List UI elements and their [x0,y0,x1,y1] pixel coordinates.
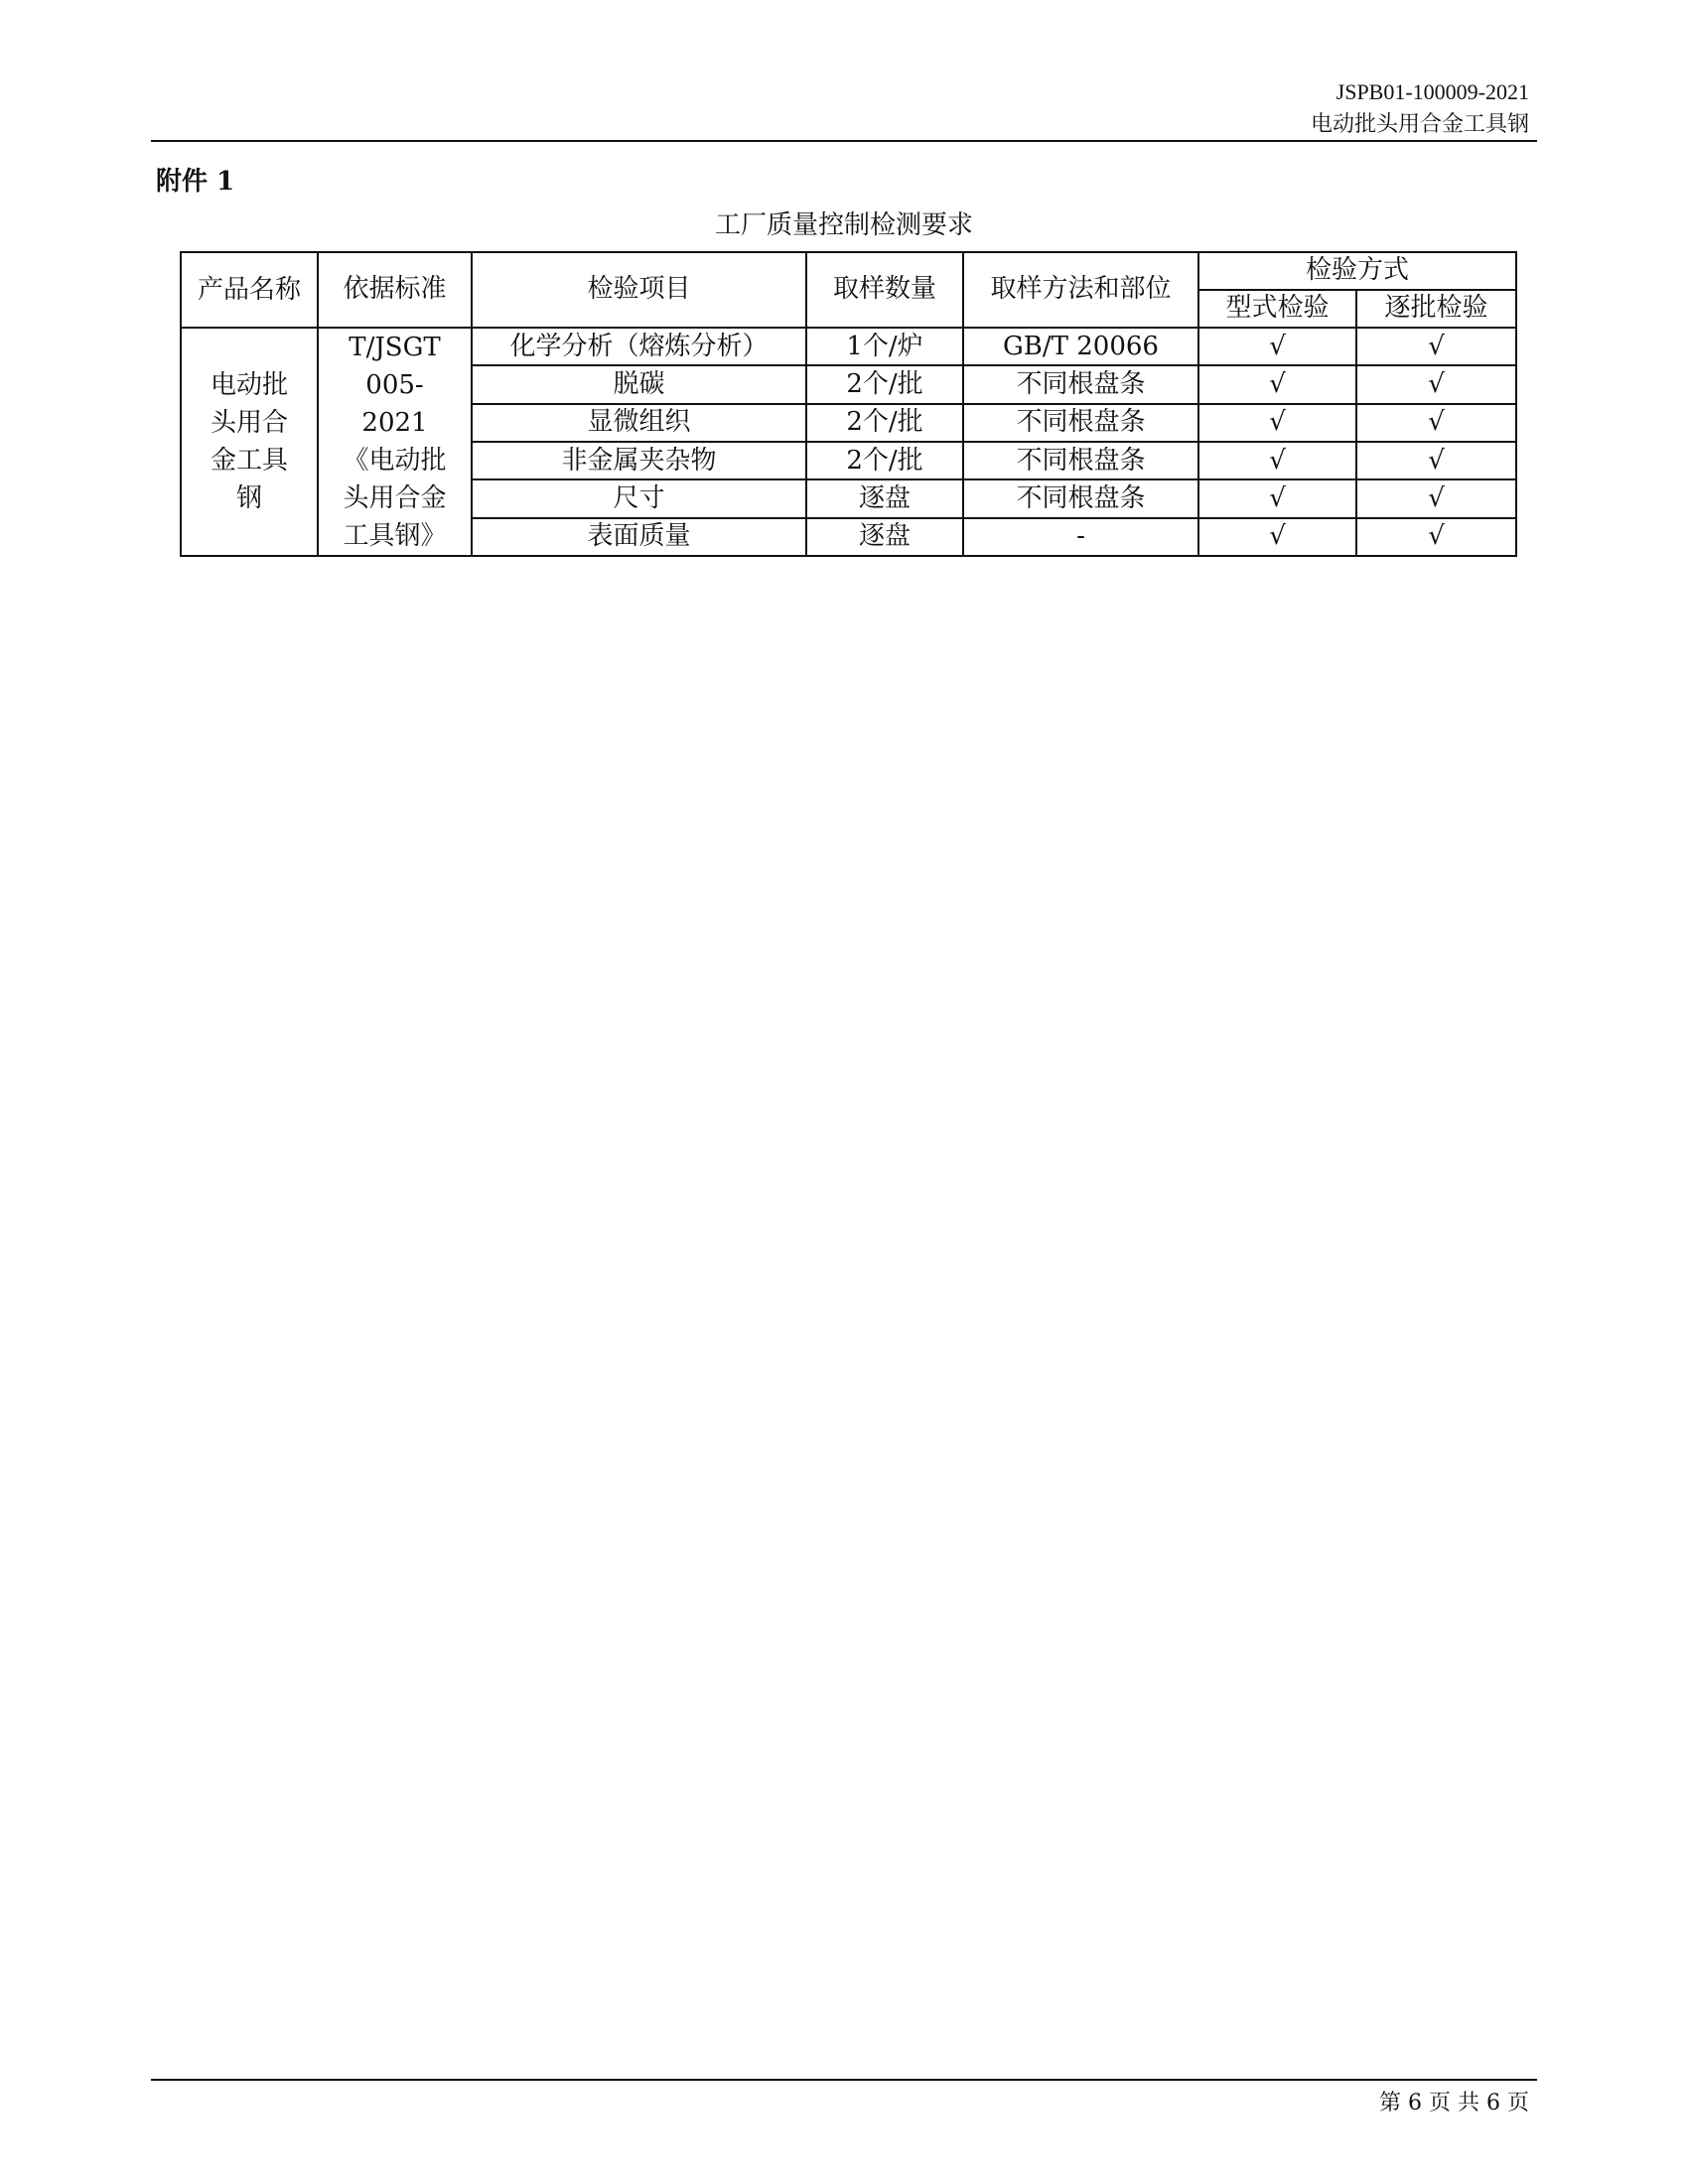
row-type-check: √ [1198,518,1356,556]
table-header-row [181,252,1516,290]
standard-cell: T/JSGT 005-2021《电动批头用合金工具钢》 [318,328,472,556]
row-method: 不同根盘条 [963,404,1198,442]
document-code: JSPB01-100009-2021 [1336,79,1529,104]
header-rule [151,140,1537,142]
page-number: 第 6 页 共 6 页 [1379,2091,1529,2116]
quality-control-table [180,251,1517,557]
row-batch-check: √ [1356,404,1516,442]
row-type-check: √ [1198,404,1356,442]
header-inspection: 检验方式 [1198,252,1516,290]
row-method: - [963,518,1198,556]
row-batch-check: √ [1356,518,1516,556]
row-batch-check: √ [1356,442,1516,479]
document-title: 电动批头用合金工具钢 [1310,112,1529,137]
header-batch-test: 逐批检验 [1356,290,1516,328]
footer-rule [151,2079,1537,2081]
row-type-check: √ [1198,365,1356,403]
row-method: 不同根盘条 [963,365,1198,403]
row-quantity: 逐盘 [806,479,963,517]
row-item: 显微组织 [472,404,806,442]
row-batch-check: √ [1356,479,1516,517]
header-type-test: 型式检验 [1198,290,1356,328]
product-name-cell: 电动批头用合金工具钢 [181,328,318,556]
row-type-check: √ [1198,479,1356,517]
row-quantity: 2个/批 [806,404,963,442]
row-method: GB/T 20066 [963,328,1198,365]
row-item: 尺寸 [472,479,806,517]
row-quantity: 2个/批 [806,365,963,403]
row-quantity: 逐盘 [806,518,963,556]
row-batch-check: √ [1356,328,1516,365]
row-quantity: 1个/炉 [806,328,963,365]
attachment-label: 附件 1 [156,167,235,197]
row-quantity: 2个/批 [806,442,963,479]
header-quantity: 取样数量 [806,252,963,328]
row-item: 表面质量 [472,518,806,556]
table-title: 工厂质量控制检测要求 [714,210,973,240]
row-type-check: √ [1198,442,1356,479]
table-row [181,328,1516,365]
row-method: 不同根盘条 [963,479,1198,517]
row-item: 化学分析（熔炼分析） [472,328,806,365]
row-method: 不同根盘条 [963,442,1198,479]
header-standard: 依据标准 [318,252,472,328]
header-method: 取样方法和部位 [963,252,1198,328]
row-type-check: √ [1198,328,1356,365]
header-product: 产品名称 [181,252,318,328]
header-item: 检验项目 [472,252,806,328]
row-batch-check: √ [1356,365,1516,403]
row-item: 脱碳 [472,365,806,403]
row-item: 非金属夹杂物 [472,442,806,479]
